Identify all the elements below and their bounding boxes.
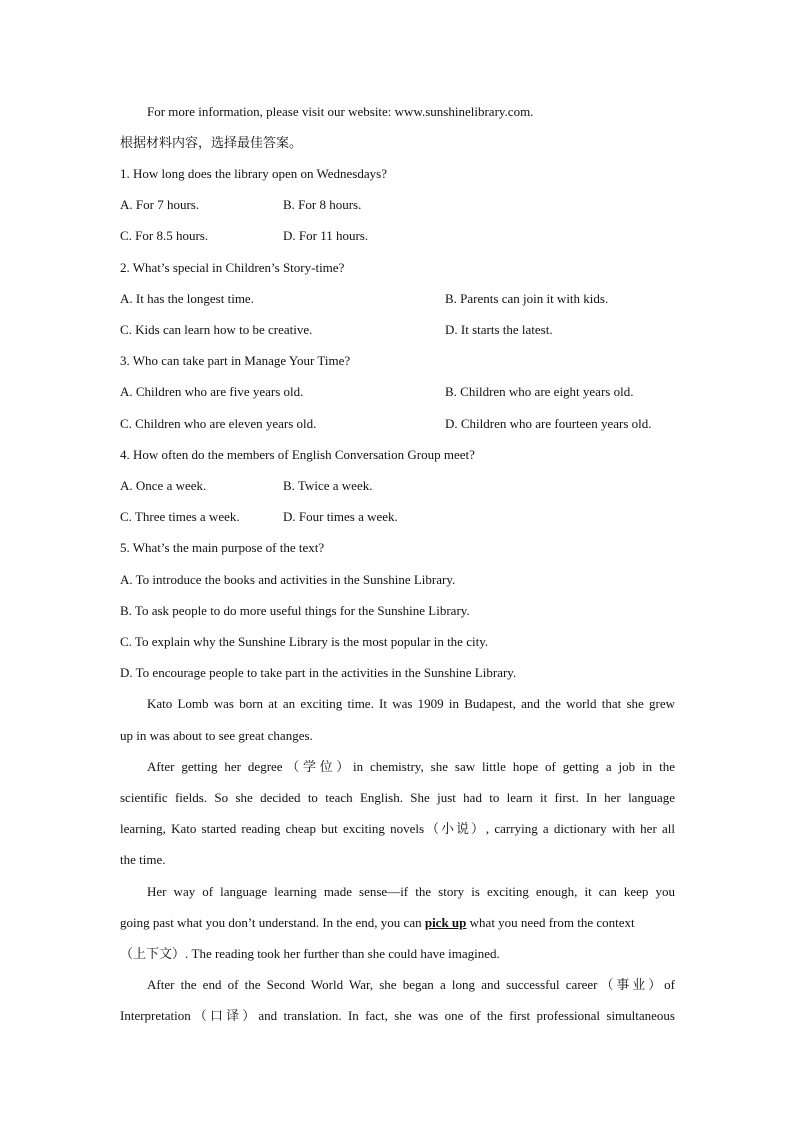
q2-option-b: B. Parents can join it with kids. bbox=[445, 291, 609, 306]
q4-option-a: A. Once a week. bbox=[120, 478, 207, 493]
q1-option-a: A. For 7 hours. bbox=[120, 197, 200, 212]
q1-option-d: D. For 11 hours. bbox=[283, 228, 369, 243]
q2-option-d: D. It starts the latest. bbox=[445, 322, 553, 337]
q3-option-a: A. Children who are five years old. bbox=[120, 384, 304, 399]
q3-option-b: B. Children who are eight years old. bbox=[445, 384, 634, 399]
passage-line bbox=[120, 915, 675, 931]
q5-option-d: D. To encourage people to take part in the activities in the Sunshine Library. bbox=[120, 665, 517, 680]
passage-line: Kato Lomb was born at an exciting time. It was 1909 in Budapest, and the world that she grew bbox=[147, 696, 675, 711]
passage-text: what you need from the context bbox=[466, 915, 635, 930]
passage-text: going past what you don’t understand. In the end, you can bbox=[120, 915, 425, 930]
question-4: 4. How often do the members of English Conversation Group meet? bbox=[120, 447, 475, 462]
question-2: 2. What’s special in Children’s Story-time? bbox=[120, 260, 345, 275]
q5-option-a: A. To introduce the books and activities in the Sunshine Library. bbox=[120, 572, 456, 587]
q5-option-c: C. To explain why the Sunshine Library is the most popular in the city. bbox=[120, 634, 489, 649]
q4-option-c: C. Three times a week. bbox=[120, 509, 240, 524]
q2-option-a: A. It has the longest time. bbox=[120, 291, 254, 306]
q3-option-d: D. Children who are fourteen years old. bbox=[445, 416, 652, 431]
passage-line: up in was about to see great changes. bbox=[120, 728, 313, 743]
passage-line: learning, Kato started reading cheap but exciting novels（小说）, carrying a dictionary with her all bbox=[120, 821, 675, 836]
q5-option-b: B. To ask people to do more useful things for the Sunshine Library. bbox=[120, 603, 470, 618]
question-1: 1. How long does the library open on Wednesdays? bbox=[120, 166, 387, 181]
passage-line: scientific fields. So she decided to teach English. She just had to learn it first. In her language bbox=[120, 790, 675, 805]
question-5: 5. What’s the main purpose of the text? bbox=[120, 540, 325, 555]
instruction: 根据材料内容，选择最佳答案。 bbox=[120, 135, 303, 150]
q3-option-c: C. Children who are eleven years old. bbox=[120, 416, 317, 431]
intro-line: For more information, please visit our website: www.sunshinelibrary.com. bbox=[147, 104, 534, 119]
q2-option-c: C. Kids can learn how to be creative. bbox=[120, 322, 313, 337]
passage-line: （上下文）. The reading took her further than she could have imagined. bbox=[120, 946, 500, 961]
passage-line: Interpretation（口译）and translation. In fact, she was one of the first professional simultaneous bbox=[120, 1008, 675, 1023]
passage-line: After getting her degree（学位）in chemistry, she saw little hope of getting a job in the bbox=[147, 759, 675, 774]
q1-option-b: B. For 8 hours. bbox=[283, 197, 362, 212]
question-3: 3. Who can take part in Manage Your Time? bbox=[120, 353, 351, 368]
passage-line: Her way of language learning made sense—if the story is exciting enough, it can keep you bbox=[147, 884, 675, 899]
underlined-phrase: pick up bbox=[424, 915, 467, 930]
passage-line: the time. bbox=[120, 852, 166, 867]
passage-line: After the end of the Second World War, she began a long and successful career（事业）of bbox=[147, 977, 675, 992]
q4-option-b: B. Twice a week. bbox=[283, 478, 373, 493]
q4-option-d: D. Four times a week. bbox=[283, 509, 398, 524]
q1-option-c: C. For 8.5 hours. bbox=[120, 228, 209, 243]
